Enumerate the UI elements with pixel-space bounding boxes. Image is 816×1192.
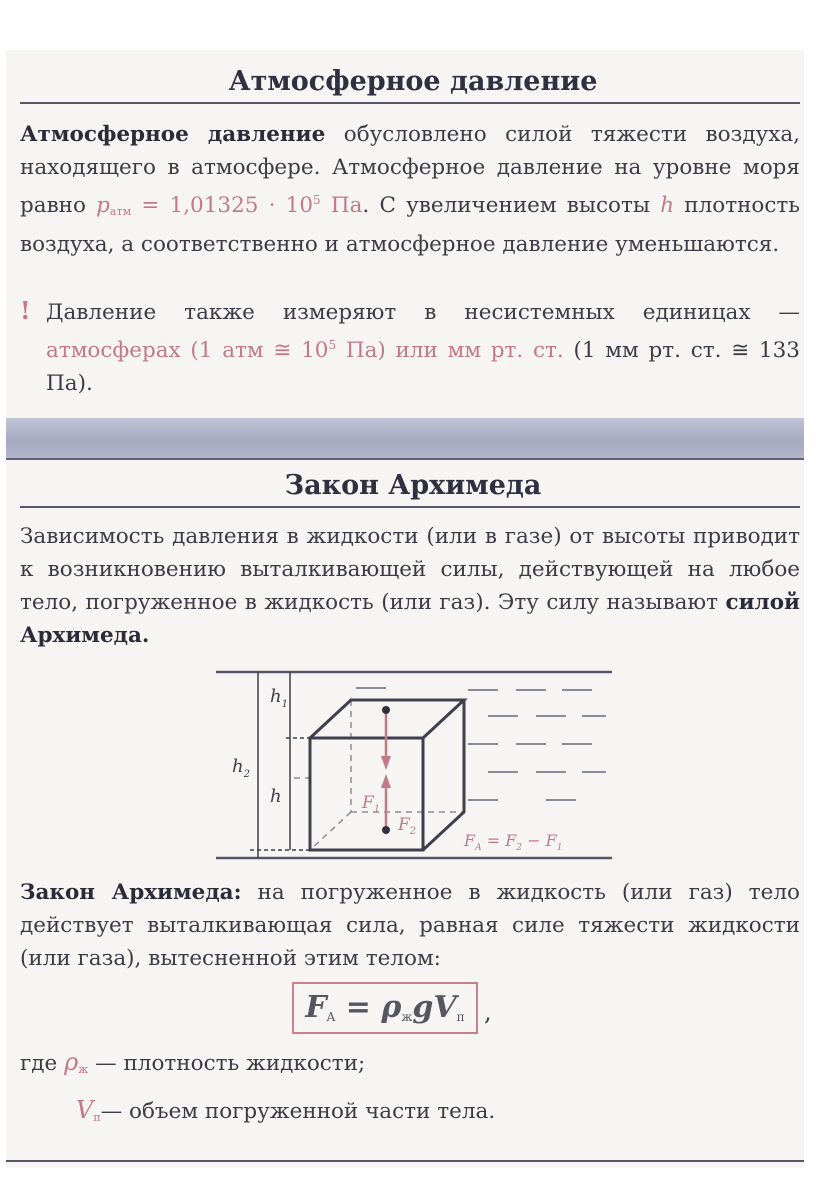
term-archimedes-force: силой Архимеда.	[20, 590, 800, 648]
archimedes-diagram	[206, 660, 626, 870]
title-underline	[20, 102, 800, 104]
symbol-h: h	[660, 193, 675, 218]
formula-archimedes: $F_A = \rho_жgV_п$	[292, 982, 478, 1034]
cube-right-face	[423, 700, 464, 850]
liquid-dashes	[356, 688, 606, 800]
term-mmhg: мм рт. ст.	[447, 338, 564, 363]
label-F2: $F_2$	[398, 815, 417, 837]
note-units: Давление также измеряют в несистемных единицах — атмосферах (1 атм ≅ $10^5$ Па) или мм рт. ст. (1 мм рт. ст. ≅ 133 Па).	[46, 300, 800, 396]
legend-rho: где $\rho_ж$ — плотность жидкости;	[20, 1048, 366, 1076]
exclamation-mark-icon: !	[20, 296, 31, 325]
paragraph-archimedes-law: Закон Архимеда: на погруженное в жидкость (или газ) тело действует выталкивающая сила, равная силе тяжести жидкости (или газа), вытесненной этим телом:	[20, 880, 800, 971]
legend-volume: $V_п—$ объем погруженной части тела.	[76, 1096, 496, 1124]
point-top	[382, 706, 390, 714]
formula-comma: ,	[484, 998, 492, 1026]
diagram-formula: $F_A = F_2 - F_1$	[464, 831, 563, 853]
label-F1: $F_1$	[362, 793, 381, 815]
textbook-page	[6, 50, 804, 1168]
label-h2: $h_2$	[232, 756, 250, 780]
section-divider-band	[6, 418, 804, 460]
section-title-archimedes-law: Закон Архимеда	[284, 470, 542, 501]
term-archimedes-law: Закон Архимеда:	[20, 880, 242, 905]
symbol-p: p	[96, 193, 110, 218]
title-underline	[20, 506, 800, 508]
section-title-atmospheric-pressure: Атмосферное давление	[228, 66, 598, 97]
term-atmospheres: атмосферах	[46, 338, 181, 363]
paragraph-atmospheric-pressure: Атмосферное давление обусловлено силой тяжести воздуха, находящего в атмосфере. Атмосферное давление на уровне моря равно $p_{атм} = 1,01325 \cdot 10^5$ Па. С увеличением высоты h плотность воздуха, а соответственно и атмосферное давление уменьшаются.	[20, 122, 800, 257]
label-h1: $h_1$	[270, 686, 288, 710]
paragraph-archimedes-intro: Зависимость давления в жидкости (или в газе) от высоты приводит к возникновению выталкивающей силы, действующей на любое тело, погруженное в жидкость (или газ). Эту силу называют силой Архимеда.	[20, 524, 800, 648]
term-atmospheric-pressure: Атмосферное давление	[20, 122, 326, 147]
point-bottom	[382, 826, 390, 834]
force-f1-arrowhead	[381, 756, 391, 770]
force-f2-arrowhead	[381, 774, 391, 788]
label-h: h	[270, 786, 282, 807]
bottom-rule	[6, 1160, 804, 1162]
